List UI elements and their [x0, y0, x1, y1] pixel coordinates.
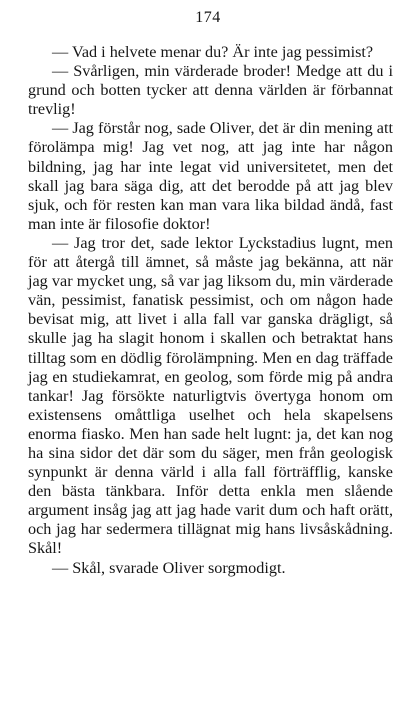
- paragraph-3: — Jag förstår nog, sade Oliver, det är din mening att förolämpa mig! Jag vet nog, att jag inte har någon bildning, jag har inte legat vid universitetet, men det skall jag bara säga dig, att det berodde på att jag blev sjuk, och för resten kan man vara lika bildad ändå, fast man inte är filosofie doktor!: [28, 119, 393, 233]
- body-text: [28, 43, 393, 578]
- paragraph-2: — Svårligen, min värderade broder! Medge att du i grund och botten tycker att denna världen är förbannat trevlig!: [28, 62, 393, 119]
- paragraph-1: — Vad i helvete menar du? Är inte jag pessimist?: [52, 43, 374, 61]
- page-number: 174: [195, 9, 221, 26]
- paragraph-4: — Jag tror det, sade lektor Lyckstadius lugnt, men för att återgå till ämnet, så måste jag bekänna, att när jag var mycket ung, så var jag liksom du, min värderade vän, pessimist, fanatisk pessimist, och om någon hade bevisat mig, att livet i alla fall var ganska drägligt, så skulle jag ha slagit honom i skallen och betraktat hans tilltag som en dödlig förolämpning. Men en dag träffade jag en studiekamrat, en geolog, som förde mig på andra tankar! Jag försökte naturligtvis övertyga honom om existensens omåttliga uselhet och hela skapelsens enorma fiasko. Men han sade helt lugnt: ja, det kan nog ha sina sidor det där som du säger, men från geologisk synpunkt är denna värld i alla fall förträfflig, kanske den bästa tänkbara. Inför detta enkla men slående argument insåg jag att jag hade varit dum och haft orätt, och jag har sedermera tillägnat mig hans livsåskådning. Skål!: [28, 233, 393, 558]
- paragraph-5: — Skål, svarade Oliver sorgmodigt.: [52, 558, 286, 577]
